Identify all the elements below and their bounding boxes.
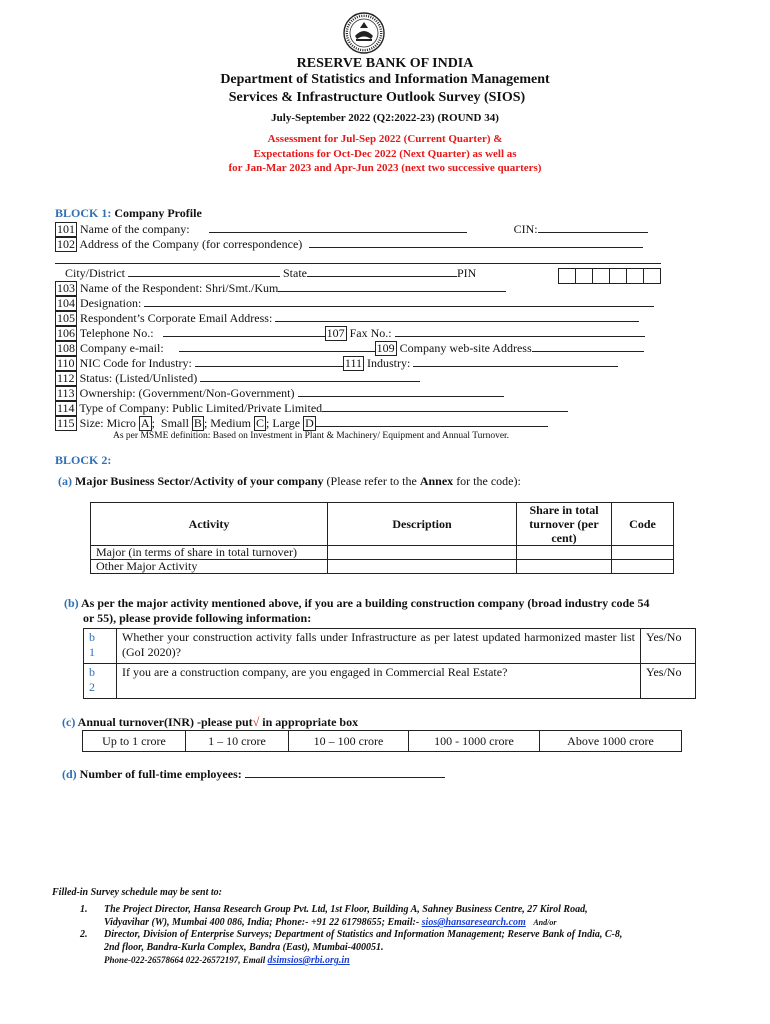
field-106-107 <box>55 325 645 341</box>
respondent-name-input[interactable] <box>278 280 506 292</box>
field-102 <box>55 236 643 252</box>
activity-table <box>90 502 674 574</box>
question-d-label: (d) <box>62 767 77 781</box>
table-row <box>91 560 674 574</box>
field-code: 101 <box>57 222 75 236</box>
field-code: 110 <box>57 356 75 370</box>
field-label: Address of the Company (for correspondence) <box>79 237 303 251</box>
block1-label: BLOCK 1: <box>55 206 112 220</box>
field-code: 111 <box>344 356 362 370</box>
website-input[interactable] <box>532 340 644 352</box>
b1-code <box>84 629 117 664</box>
survey-name: Services & Infrastructure Outlook Survey (SIOS) <box>228 90 526 105</box>
table-row <box>84 629 696 664</box>
question-c-label: (c) <box>62 715 76 729</box>
b2-code-letter: b <box>89 665 95 679</box>
field-code: 112 <box>57 371 75 385</box>
field-115 <box>55 415 548 431</box>
address-input[interactable] <box>309 236 643 248</box>
size-large-label: Large <box>272 416 301 430</box>
footer-item-2-line-1: Director, Division of Enterprise Surveys; Department of Statistics and Information Management; Reserve Bank of India, C-8, <box>104 929 623 940</box>
field-104 <box>55 295 654 311</box>
field-label: NIC Code for Industry: <box>79 356 192 370</box>
field-label: Size: <box>79 416 104 430</box>
question-d-text: Number of full-time employees: <box>79 767 242 781</box>
company-name-input[interactable] <box>209 221 467 233</box>
footer-item-2-line-2: 2nd floor, Bandra-Kurla Complex, Bandra (East), Mumbai-400051. <box>104 942 384 953</box>
field-label: Designation: <box>80 296 142 310</box>
header-code: Code <box>612 503 674 546</box>
b2-answer[interactable]: Yes/No <box>641 664 696 699</box>
size-micro-box[interactable]: A <box>140 416 150 430</box>
pin-boxes[interactable] <box>558 268 661 284</box>
status-input[interactable] <box>200 370 420 382</box>
field-105 <box>55 310 639 326</box>
question-c <box>62 715 358 730</box>
activity-major: Major (in terms of share in total turnover) <box>91 546 328 560</box>
field-label: Company e-mail: <box>80 341 164 355</box>
city-label: City/District <box>65 266 125 280</box>
size-input-line[interactable] <box>316 415 548 427</box>
question-b-label: (b) <box>64 596 79 610</box>
description-cell[interactable] <box>328 546 517 560</box>
question-a-label: (a) <box>58 474 72 488</box>
share-cell[interactable] <box>517 546 612 560</box>
turnover-option[interactable]: Above 1000 crore <box>540 731 682 752</box>
department-name: Department of Statistics and Information Management <box>220 72 550 87</box>
city-state-pin-row <box>65 265 476 281</box>
block2-heading: BLOCK 2: <box>55 453 112 467</box>
field-112 <box>55 370 420 386</box>
fax-input[interactable] <box>395 325 645 337</box>
assessment-line-2: Expectations for Oct-Dec 2022 (Next Quarter) as well as <box>253 148 517 160</box>
field-108-109 <box>55 340 644 356</box>
city-input[interactable] <box>128 265 280 277</box>
field-code: 103 <box>57 281 75 295</box>
field-103 <box>55 280 506 296</box>
footer-item-2-line-3 <box>104 955 350 966</box>
cin-input[interactable] <box>538 221 648 233</box>
activity-other: Other Major Activity <box>91 560 328 574</box>
separator: ; <box>265 416 270 430</box>
industry-input[interactable] <box>413 355 618 367</box>
question-b-line-2: or 55), please provide following information: <box>83 611 312 625</box>
field-label: Company web-site Address <box>399 341 532 355</box>
field-code: 108 <box>57 341 75 355</box>
header-activity: Activity <box>91 503 328 546</box>
field-label: Ownership: (Government/Non-Government) <box>79 386 295 400</box>
footer-item-1-line-2 <box>104 917 556 928</box>
field-code: 106 <box>57 326 75 340</box>
rbi-emblem-icon <box>343 12 385 54</box>
block1-heading <box>55 206 202 221</box>
rbi-email-link[interactable]: dsimsios@rbi.org.in <box>267 955 350 966</box>
assessment-line-1: Assessment for Jul-Sep 2022 (Current Quarter) & <box>267 133 503 145</box>
employees-input[interactable] <box>245 766 445 778</box>
b1-code-number: 1 <box>89 645 95 659</box>
field-label: Industry: <box>367 356 411 370</box>
company-type-input[interactable] <box>322 400 568 412</box>
size-medium-box[interactable]: C <box>255 416 264 430</box>
construction-table <box>83 628 696 699</box>
turnover-option[interactable]: 100 - 1000 crore <box>409 731 540 752</box>
state-input[interactable] <box>307 265 457 277</box>
turnover-option[interactable]: 1 – 10 crore <box>186 731 289 752</box>
telephone-input[interactable] <box>163 325 325 337</box>
table-header-row <box>91 503 674 546</box>
rbi-logo <box>343 12 385 54</box>
question-d <box>62 766 445 782</box>
question-c-text-end: in appropriate box <box>262 715 359 729</box>
field-code: 113 <box>57 386 75 400</box>
header-share: Share in total turnover (per cent) <box>517 503 612 546</box>
question-a <box>58 474 521 489</box>
field-label: Respondent’s Corporate Email Address: <box>80 311 273 325</box>
field-label: Name of the Respondent: Shri/Smt./Kum <box>80 281 279 295</box>
block1-title: Company Profile <box>114 206 202 220</box>
field-code: 104 <box>57 296 75 310</box>
size-micro-label: Micro <box>106 416 136 430</box>
footer-title: Filled-in Survey schedule may be sent to: <box>52 887 222 898</box>
nic-code-input[interactable] <box>195 355 343 367</box>
field-label: Fax No.: <box>349 326 392 340</box>
question-a-title: Major Business Sector/Activity of your company <box>75 474 324 488</box>
cin-label: CIN: <box>513 222 538 236</box>
separator: ; <box>151 416 155 430</box>
and-or-text: And/or <box>533 918 557 927</box>
turnover-table <box>82 730 682 752</box>
separator: ; <box>203 416 208 430</box>
footer-number-1: 1. <box>80 904 88 915</box>
b1-answer[interactable]: Yes/No <box>641 629 696 664</box>
field-label: Name of the company: <box>80 222 190 236</box>
turnover-option[interactable]: 10 – 100 crore <box>289 731 409 752</box>
field-label: Status: (Listed/Unlisted) <box>79 371 198 385</box>
field-code: 115 <box>57 416 75 430</box>
hansa-email-link[interactable]: sios@hansaresearch.com <box>421 917 526 928</box>
question-a-text: (Please refer to the <box>326 474 417 488</box>
code-cell[interactable] <box>612 546 674 560</box>
field-code: 107 <box>326 326 345 340</box>
b1-code-letter: b <box>89 630 95 644</box>
org-name: RESERVE BANK OF INDIA <box>296 56 474 71</box>
table-row <box>91 546 674 560</box>
annex-reference: Annex <box>419 474 454 488</box>
footer-item-1-line-1: The Project Director, Hansa Research Group Pvt. Ltd, 1st Floor, Building A, Sahney Business Centre, 27 Kirol Road, <box>104 904 588 915</box>
header-description: Description <box>328 503 517 546</box>
footer-address-text: Vidyavihar (W), Mumbai 400 086, India; Phone:- +91 22 61798655; Email:- <box>104 917 420 928</box>
address-line-2[interactable] <box>55 263 661 264</box>
field-113 <box>55 385 504 401</box>
field-110-111 <box>55 355 618 371</box>
field-label: Telephone No.: <box>79 326 154 340</box>
question-b <box>64 596 649 611</box>
field-label: Type of Company: Public Limited/Private Limited <box>79 401 323 415</box>
field-101 <box>55 221 648 237</box>
question-b-line-1: As per the major activity mentioned above, if you are a building construction company (broad industry code 54 <box>81 596 650 610</box>
field-114 <box>55 400 568 416</box>
size-small-label: Small <box>160 416 189 430</box>
survey-period: July-September 2022 (Q2:2022-23) (ROUND 34) <box>271 112 499 124</box>
b2-question: If you are a construction company, are you engaged in Commercial Real Estate? <box>117 664 641 699</box>
respondent-email-input[interactable] <box>275 310 639 322</box>
turnover-option[interactable]: Up to 1 crore <box>83 731 186 752</box>
size-medium-label: Medium <box>210 416 251 430</box>
ownership-input[interactable] <box>298 385 504 397</box>
designation-input[interactable] <box>144 295 654 307</box>
pin-label: PIN <box>457 266 477 280</box>
b2-code <box>84 664 117 699</box>
assessment-line-3: for Jan-Mar 2023 and Apr-Jun 2023 (next two successive quarters) <box>228 162 542 174</box>
question-a-text-end: for the code): <box>456 474 521 488</box>
state-label: State <box>283 266 307 280</box>
field-code: 114 <box>57 401 75 415</box>
footer-number-2: 2. <box>80 929 88 940</box>
share-cell[interactable] <box>517 560 612 574</box>
size-small-box[interactable]: B <box>193 416 202 430</box>
field-code: 102 <box>57 237 75 251</box>
msme-note: As per MSME definition: Based on Investment in Plant & Machinery/ Equipment and Annual Turnover. <box>113 431 510 441</box>
code-cell[interactable] <box>612 560 674 574</box>
rbi-phone-text: Phone-022-26578664 022-26572197, Email <box>104 955 266 965</box>
size-large-box[interactable]: D <box>305 416 314 430</box>
b2-code-number: 2 <box>89 680 95 694</box>
field-code: 105 <box>57 311 75 325</box>
field-code: 109 <box>376 341 395 355</box>
table-row <box>83 731 682 752</box>
question-c-text: Annual turnover(INR) -please put <box>77 715 253 729</box>
description-cell[interactable] <box>328 560 517 574</box>
tick-mark-icon: √ <box>252 715 260 729</box>
table-row <box>84 664 696 699</box>
company-email-input[interactable] <box>179 340 375 352</box>
b1-question: Whether your construction activity falls under Infrastructure as per latest updated harmonized master list (GoI 2020)? <box>117 629 641 664</box>
